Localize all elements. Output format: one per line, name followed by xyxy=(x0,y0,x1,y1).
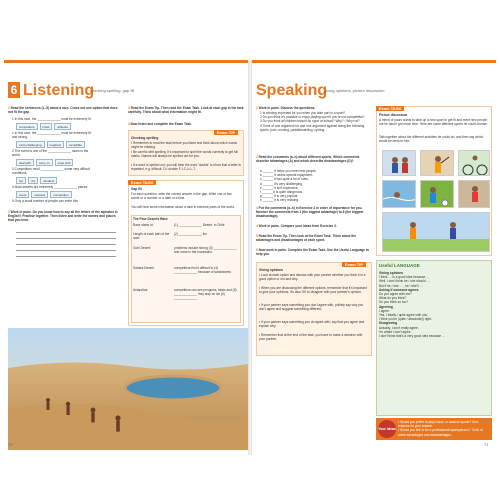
chips-row-5 xyxy=(16,191,120,198)
sport-picture-swimming xyxy=(382,180,416,208)
task-text: For each question, write the correct answer in the gap. Write one or two words or a number or a date or a time. xyxy=(131,192,232,201)
task-text-2: Talk together about the different activities he could do, and then say which would be best for him. xyxy=(379,135,484,144)
your-ideas-text: • Would you prefer to play indoor or outdoor sports? Give reasons for your answer. • Would you like to be a professional sportsperson? Think of some advantages and disadvantages. xyxy=(398,420,483,437)
useful-language-title: Useful LANGUAGE xyxy=(379,263,420,268)
race-value[interactable]: competitors find it difficult to (4) _____________ because of sandstorms xyxy=(174,266,231,275)
chip: limits xyxy=(40,123,53,130)
chips-row-3 xyxy=(16,159,120,166)
ex1-questions: 1 Is winning important for you when you take part in a sport? 2 Do you think it's possible to enjoy playing sport if you're not competitive? 3 Do you think all children should do sport at school? Why? / Why not? 4 Think of one argument for and one argument against doing the following sports: judo, running, paddleboarding, cycling. xyxy=(260,111,365,132)
tip-bullet: • If your partner says something you do agree with, say that you agree and explain why. xyxy=(259,320,365,329)
task-title: Gap fill xyxy=(131,187,142,191)
ex1-line-5: 4 Most deserts are extremely _____________ places. xyxy=(12,185,89,189)
page-number: 70 xyxy=(8,442,13,447)
exercise-3: 3 Put the comments (a–h) in Exercise 2 in order of importance for you. Number the comments from 1 (the biggest advantage) to 8 (the biggest disadvantage). xyxy=(256,206,364,219)
ex2-items: a ______ It helps you meet new people. b ______ It needs special equipment. c ______ It has quite a lot of rules. d ______ It's very challenging. e ______ It isn't expensive. f ______ It is quite dangerous. g ______ It is very popular. h ______ It is very relaxing. xyxy=(260,169,317,203)
ex1-line-4: 3 Competitors must _____________ some very difficult conditions. xyxy=(12,167,90,176)
page-title: Speaking xyxy=(256,82,328,99)
chip: most challenging xyxy=(16,141,45,148)
task-title: Picture discussion xyxy=(379,113,408,117)
exercise-6: 6 Now work in pairs. Complete the Exam Task. Use the Useful Language to help you. xyxy=(256,248,369,257)
chips-row-4 xyxy=(16,177,120,184)
race-value[interactable]: problems include strong (3) _____________ and snow in the mountains xyxy=(174,246,237,255)
ex1-line-2: 1 In this race, the _____________ must be extremely fit and strong. xyxy=(12,131,91,140)
exercise-4: 4 Now listen and complete the Exam Task. xyxy=(128,122,192,126)
page-subtitle: giving opinions, picture discussion xyxy=(324,88,385,93)
exercise-4: 4 Work in pairs. Compare your ideas from Exercise 3. xyxy=(256,224,337,228)
sport-picture-boxing xyxy=(382,150,416,176)
answer-line[interactable] xyxy=(16,238,116,239)
chip: cope with xyxy=(55,159,74,166)
tip-title: Checking spelling xyxy=(131,136,159,140)
tip-bullet: • If a word is spelled out, you will hear the word 'double' to show that a letter is repeated, e.g. difficult: D-I double F-I-C-U-L-T. xyxy=(131,163,241,172)
answer-line[interactable] xyxy=(16,250,116,251)
exercise-2: 2 Read the comments (a–h) about different sports. Which comments describe advantages (A) and which describe disadvantages (D)? xyxy=(256,155,360,164)
exercise-1: 1 Work in pairs. Discuss the questions. xyxy=(256,106,316,110)
chip: incredible xyxy=(66,141,85,148)
ex1-line-1: 1 In this race, the _____________ must be extremely fit xyxy=(12,117,91,121)
race-value[interactable]: competitors can see penguins, seals and (5) _____________ they stay on ice (6) _____________ xyxy=(174,288,237,301)
top-rule xyxy=(252,60,496,63)
chip: deal with xyxy=(16,159,34,166)
race-title: The Four Deserts Race xyxy=(133,217,168,221)
ex1-line-6: 5 Only a small number of people can enter this xyxy=(12,199,78,203)
sport-picture-football xyxy=(420,180,454,208)
tip-bullet: • Look at each option and discuss with your partner whether you think it is a good option or not and why. xyxy=(259,273,366,282)
exercise-1: 1 Read the sentences (1–5) about a race. Cross out one option that does not fit the gap. xyxy=(8,106,118,115)
useful-language-list: Giving opinions I think … is a good idea because … Well, I don't think he / she should … But if he / she … , he / she'll … Asking if someone agrees Do you agree with me? What do you think? Do you think so too? Agreeing I agree. Yes, I totally / quite agree with you. I think you're (quite / absolutely) right. Disagreeing Actually, I don't really agree. I'm afraid I don't agree. I don't think that's a very good idea because … xyxy=(379,271,446,339)
chip: hot xyxy=(16,177,26,184)
top-rule xyxy=(4,60,248,63)
exam-tip-label: Exam TIP xyxy=(342,262,366,267)
left-page xyxy=(4,60,248,455)
chips-row-2 xyxy=(16,141,120,148)
answer-line[interactable] xyxy=(16,256,116,257)
chip: windiest xyxy=(40,177,57,184)
page-subtitle: checking spelling, gap fill xyxy=(90,88,135,93)
exercise-3: 3 Read the Exam Tip. Then read the Exam Task. Look at each gap in the task carefully. Think about what information might fit. xyxy=(128,106,244,115)
answer-line[interactable] xyxy=(16,244,116,245)
chip: athletes xyxy=(54,123,71,130)
chip: success xyxy=(31,191,48,198)
race-value[interactable]: (2) _____________ km xyxy=(174,232,207,236)
chips-row-1 xyxy=(16,123,120,130)
tip-bullet: • Remember to read the task before you listen and think about which words might be missing. xyxy=(131,141,238,150)
sport-picture-climbing xyxy=(458,180,490,208)
exercise-5: 5 Read the Exam Tip. Then look at the Exam Task. Think about the advantages and disadvantages of each sport. xyxy=(256,234,357,243)
race-label: Gobi Desert: xyxy=(133,246,151,250)
exam-task-label: Exam TASK xyxy=(376,106,404,111)
tip-bullet: • When you are discussing the different options, remember that it's important to give your opinions. It's also OK to disagree with your partner's opinion. xyxy=(259,286,367,295)
tip-bullet: • If your partner says something you don't agree with, politely say why you don't agree and suggest something different. xyxy=(259,303,364,312)
page-title: Listening xyxy=(23,82,95,99)
right-page xyxy=(252,60,496,455)
task-text-2: You will hear some information about a race in extreme parts of the world. xyxy=(131,205,235,209)
sport-picture-cycling xyxy=(458,150,490,176)
sport-picture-tennis xyxy=(420,150,454,176)
exam-tip-label: Exam TIP xyxy=(214,130,238,135)
race-label: Sahara Desert: xyxy=(133,266,155,270)
chip: competitors xyxy=(16,123,38,130)
chip: dry xyxy=(28,177,38,184)
race-label: Antarctica: xyxy=(133,288,149,292)
chip: competition xyxy=(50,191,71,198)
your-ideas-badge: Your ideas xyxy=(378,420,396,438)
exercise-2: 2 Work in pairs. Do you know how to say all the letters of the alphabet in English? Practise together. Then listen and write the names and places that you hear. xyxy=(8,210,118,223)
page-number: 71 xyxy=(484,442,489,447)
task-text: A friend of yours wants to take up a new sport to get fit and meet new people, but he hasn't got much time. Here are some different sports he could choose. xyxy=(379,118,488,127)
answer-line[interactable] xyxy=(16,232,116,233)
chip: carry on xyxy=(36,159,53,166)
unit-number: 6 xyxy=(8,82,20,98)
exam-task-label: Exam TASK xyxy=(128,180,156,185)
tip-bullet: • Be careful with spelling. It's important to spell the words correctly to get full marks. Names will always be spelled out for you. xyxy=(131,150,238,159)
desert-runners-photo xyxy=(8,328,248,450)
tip-title: Giving opinions xyxy=(259,268,284,272)
ex1-line-3: 2 The event is one of the _____________ races in the world. xyxy=(12,149,89,158)
race-value[interactable]: (1) _____________ Desert, in Chile xyxy=(174,223,225,227)
chip: event xyxy=(16,191,29,198)
chip: toughest xyxy=(47,141,65,148)
tip-bullet: • Remember that at the end of the task, you have to make a decision with your partner. xyxy=(259,333,363,342)
race-label: Race starts in: xyxy=(133,223,154,227)
sport-picture-running xyxy=(382,212,490,252)
textbook-spread xyxy=(0,60,500,455)
race-label: Length of each part of the race: xyxy=(133,232,170,241)
